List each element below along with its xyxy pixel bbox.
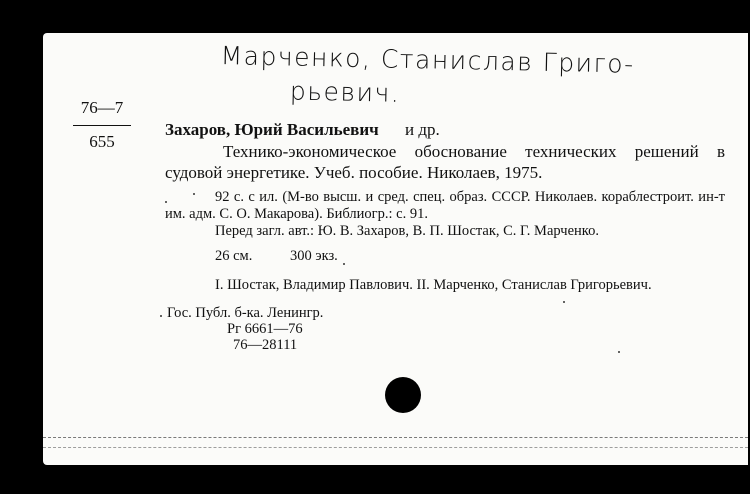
handwritten-line-1: Марченко, Станислав Григо-	[220, 40, 635, 79]
title-statement: Технико-экономическое обоснование технических решений в судовой энергетике. Учеб. пособие. Николаев, 1975.	[165, 142, 725, 182]
call-number	[61, 98, 143, 152]
author-name: Захаров, Юрий Васильевич	[165, 120, 379, 139]
registry-number: Рг 6661—76	[227, 321, 303, 337]
scan-speck	[193, 193, 195, 195]
call-number-divider	[73, 125, 131, 126]
perforation-line	[43, 437, 748, 438]
scan-speck	[563, 301, 565, 303]
pagination-note: 92 с. с ил. (М-во высш. и сред. спец. образ. СССР. Николаев. кораблестроит. ин-т им. адм. С. О. Макарова). Библиогр.: с. 91.	[165, 189, 725, 222]
scan-speck	[165, 201, 167, 203]
tracings: I. Шостак, Владимир Павлович. II. Марченко, Станислав Григорьевич.	[215, 277, 652, 293]
catalog-card	[43, 33, 748, 465]
print-run: 300 экз.	[290, 248, 338, 264]
accession-number: 76—28111	[233, 337, 298, 353]
entry-heading	[165, 119, 725, 140]
handwritten-note	[220, 39, 635, 116]
scan-speck	[343, 263, 345, 265]
call-number-bottom: 655	[89, 132, 115, 151]
call-number-top: 76—7	[80, 98, 124, 117]
authors-note: Перед загл. авт.: Ю. В. Захаров, В. П. Шостак, С. Г. Марченко.	[215, 223, 599, 239]
et-al: и др.	[404, 120, 440, 139]
perforation-line	[43, 447, 748, 448]
size: 26 см.	[215, 248, 253, 264]
handwritten-line-2: рьевич.	[289, 76, 401, 108]
scan-speck	[160, 315, 162, 317]
holding-info	[165, 305, 725, 353]
punch-hole	[385, 377, 421, 413]
physical-description	[165, 248, 725, 265]
scan-speck	[618, 351, 620, 353]
library-name: Гос. Публ. б-ка. Ленингр.	[167, 305, 324, 321]
catalog-entry	[165, 119, 725, 353]
